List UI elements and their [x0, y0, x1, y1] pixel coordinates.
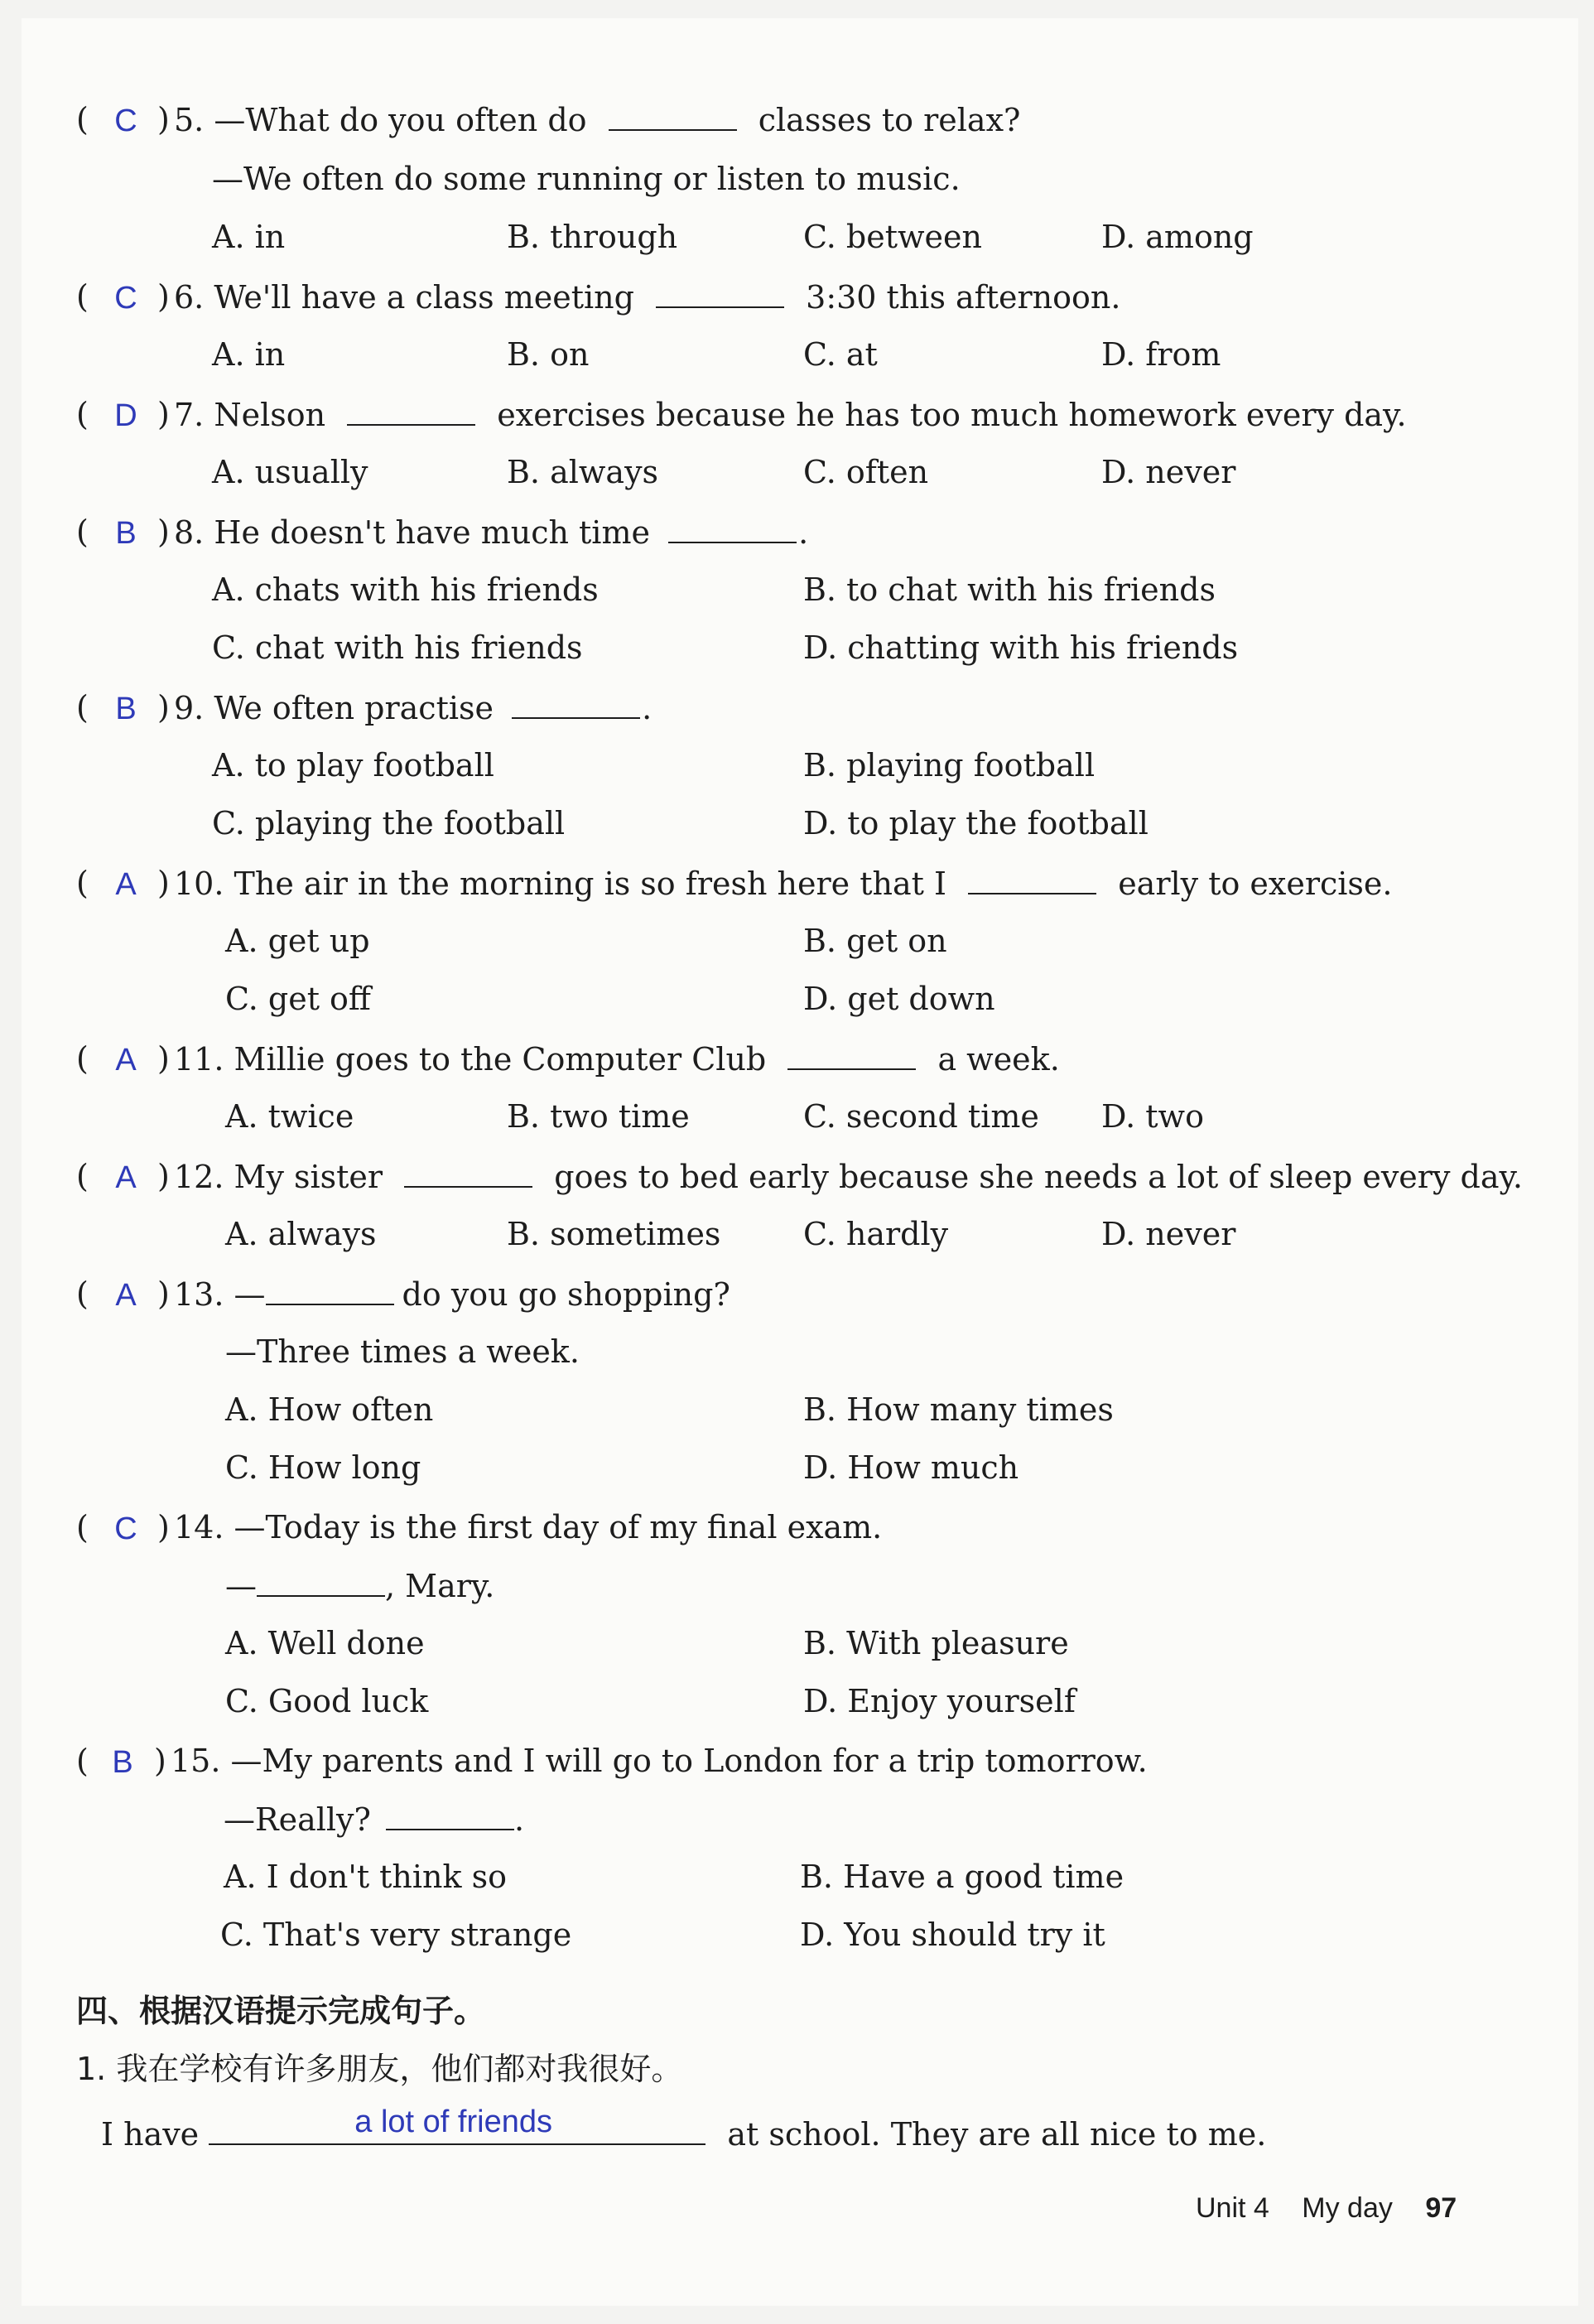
answer-blank — [609, 99, 737, 131]
answer-paren-close: ) — [157, 1275, 170, 1312]
stem-before: He doesn't have much time — [214, 514, 650, 551]
option-b: B. sometimes — [507, 1216, 721, 1252]
question-number: 8. — [174, 514, 205, 551]
question-line2 — [224, 1799, 524, 1839]
option-c: C. get off — [225, 981, 371, 1017]
option-c: C. chat with his friends — [212, 629, 583, 666]
stem-after: early to exercise. — [1118, 865, 1393, 902]
option-b: B. get on — [803, 923, 947, 959]
question-stem — [174, 277, 1120, 317]
option-d: D. among — [1101, 219, 1254, 255]
option-d: D. How much — [803, 1449, 1019, 1486]
option-c: C. That's very strange — [220, 1917, 572, 1953]
question-number: 10. — [174, 865, 224, 902]
answer-letter: A — [115, 1160, 137, 1195]
footer-title: My day — [1302, 2192, 1393, 2224]
option-a: A. How often — [225, 1391, 434, 1428]
option-d: D. from — [1101, 336, 1221, 373]
option-d: D. two — [1101, 1098, 1204, 1135]
answer-paren-open: ( — [76, 1275, 89, 1312]
answer-blank — [257, 1565, 385, 1597]
question-number: 5. — [174, 102, 205, 138]
page-footer — [1196, 2190, 1457, 2226]
question-number: 14. — [174, 1509, 224, 1545]
answer-paren-close: ) — [157, 513, 170, 550]
question-stem — [174, 394, 1407, 435]
stem-after: . — [798, 514, 809, 551]
option-d: D. get down — [803, 981, 995, 1017]
line2-after: , Mary. — [385, 1568, 495, 1604]
question-stem — [174, 1156, 1523, 1197]
question-stem — [174, 99, 1020, 140]
answer-blank — [787, 1039, 916, 1070]
question-stem — [174, 512, 808, 552]
option-a: A. in — [212, 336, 286, 373]
question-stem — [174, 1274, 730, 1314]
footer-unit: Unit 4 — [1196, 2192, 1269, 2224]
option-b: B. two time — [507, 1098, 690, 1135]
question-line2: —Three times a week. — [225, 1333, 580, 1370]
answer-paren-close: ) — [157, 689, 170, 726]
answer-paren-close: ) — [157, 1040, 170, 1077]
answer-letter: B — [115, 516, 137, 551]
question-line2 — [225, 1565, 494, 1606]
option-b: B. playing football — [803, 747, 1096, 784]
answer-paren-close: ) — [157, 1158, 170, 1194]
option-a: A. get up — [225, 923, 370, 959]
option-b: B. to chat with his friends — [803, 571, 1216, 608]
answer-paren-open: ( — [76, 1743, 89, 1779]
stem-after: a week. — [937, 1041, 1060, 1078]
answer-blank — [386, 1799, 514, 1830]
option-a: A. twice — [225, 1098, 354, 1135]
answer-blank — [347, 394, 475, 426]
line2-before: —Really? — [224, 1801, 371, 1838]
answer-paren-close: ) — [157, 101, 170, 137]
option-d: D. never — [1101, 454, 1236, 490]
option-a: A. in — [212, 219, 286, 255]
option-c: C. hardly — [803, 1216, 949, 1252]
sentence-before: I have — [101, 2116, 200, 2153]
stem-before: My sister — [234, 1159, 383, 1195]
option-c: C. often — [803, 454, 929, 490]
answer-paren-close: ) — [157, 396, 170, 432]
stem-before: —Today is the first day of my final exam. — [234, 1509, 883, 1545]
answer-paren-open: ( — [76, 513, 89, 550]
option-b: B. through — [507, 219, 678, 255]
option-b: B. Have a good time — [800, 1859, 1124, 1895]
option-b: B. always — [507, 454, 659, 490]
sentence-after: at school. They are all nice to me. — [727, 2116, 1267, 2153]
stem-after: exercises because he has too much homework every day. — [497, 397, 1407, 433]
page-number: 97 — [1425, 2192, 1457, 2224]
question-number: 6. — [174, 279, 205, 316]
question-number: 7. — [174, 397, 205, 433]
answer-blank — [668, 512, 797, 543]
option-a: A. to play football — [212, 747, 494, 784]
answer-paren-close: ) — [157, 1509, 170, 1545]
stem-before: The air in the morning is so fresh here that I — [234, 865, 946, 902]
answer-letter: D — [114, 398, 137, 433]
question-stem — [174, 687, 652, 728]
option-a: A. usually — [212, 454, 368, 490]
answer-letter: B — [112, 1745, 133, 1780]
question-number: 11. — [174, 1041, 224, 1078]
stem-before: —What do you often do — [214, 102, 587, 138]
answer-letter: A — [115, 867, 137, 902]
answer-paren-open: ( — [76, 1509, 89, 1545]
option-b: B. on — [507, 336, 590, 373]
answer-paren-open: ( — [76, 1158, 89, 1194]
option-b: B. With pleasure — [803, 1625, 1069, 1661]
question-stem — [174, 863, 1393, 904]
option-c: C. How long — [225, 1449, 421, 1486]
fill-blank — [209, 2105, 706, 2145]
stem-before: — — [234, 1276, 266, 1313]
option-d: D. Enjoy yourself — [803, 1683, 1076, 1719]
answer-blank — [404, 1156, 532, 1188]
answer-letter: A — [115, 1043, 137, 1078]
question-stem — [174, 1507, 882, 1547]
option-d: D. to play the football — [803, 805, 1149, 841]
section4-item1-chinese: 1. 我在学校有许多朋友，他们都对我很好。 — [76, 2051, 683, 2087]
question-line2: —We often do some running or listen to music. — [212, 161, 961, 197]
option-d: D. You should try it — [800, 1917, 1105, 1953]
question-number: 13. — [174, 1276, 224, 1313]
option-c: C. between — [803, 219, 982, 255]
answer-paren-open: ( — [76, 1040, 89, 1077]
answer-blank — [266, 1274, 394, 1305]
stem-before: We often practise — [214, 690, 494, 726]
answer-paren-close: ) — [157, 865, 170, 901]
question-number: 15. — [171, 1743, 221, 1779]
answer-paren-open: ( — [76, 865, 89, 901]
answer-paren-close: ) — [157, 278, 170, 315]
stem-before: We'll have a class meeting — [214, 279, 634, 316]
answer-paren-close: ) — [154, 1743, 166, 1779]
option-c: C. second time — [803, 1098, 1039, 1135]
handwritten-answer: a lot of friends — [354, 2105, 552, 2139]
line2-before: — — [225, 1568, 257, 1604]
answer-paren-open: ( — [76, 396, 89, 432]
option-a: A. always — [225, 1216, 377, 1252]
option-d: D. never — [1101, 1216, 1236, 1252]
stem-after: 3:30 this afternoon. — [806, 279, 1121, 316]
stem-after: do you go shopping? — [402, 1276, 730, 1313]
question-stem — [171, 1741, 1148, 1781]
option-c: C. Good luck — [225, 1683, 429, 1719]
stem-after: classes to relax? — [758, 102, 1021, 138]
option-a: A. I don't think so — [224, 1859, 508, 1895]
answer-letter: A — [115, 1278, 137, 1313]
answer-paren-open: ( — [76, 278, 89, 315]
answer-blank — [512, 687, 640, 719]
answer-letter: C — [114, 104, 137, 138]
option-b: B. How many times — [803, 1391, 1114, 1428]
question-stem — [174, 1039, 1060, 1079]
answer-letter: C — [114, 1512, 137, 1546]
section-heading: 四、根据汉语提示完成句子。 — [76, 1993, 486, 2029]
question-number: 12. — [174, 1159, 224, 1195]
stem-after: . — [642, 690, 653, 726]
answer-blank — [656, 277, 784, 308]
answer-letter: B — [115, 692, 137, 726]
option-c: C. playing the football — [212, 805, 566, 841]
stem-before: Millie goes to the Computer Club — [234, 1041, 767, 1078]
line2-after: . — [514, 1801, 525, 1838]
stem-before: Nelson — [214, 397, 326, 433]
section4-item1-sentence — [101, 2105, 1267, 2154]
option-a: A. Well done — [225, 1625, 425, 1661]
option-d: D. chatting with his friends — [803, 629, 1239, 666]
stem-after: goes to bed early because she needs a lot of sleep every day. — [554, 1159, 1523, 1195]
answer-blank — [968, 863, 1096, 894]
answer-letter: C — [114, 281, 137, 316]
option-c: C. at — [803, 336, 878, 373]
answer-paren-open: ( — [76, 101, 89, 137]
stem-before: —My parents and I will go to London for a trip tomorrow. — [230, 1743, 1148, 1779]
answer-paren-open: ( — [76, 689, 89, 726]
option-a: A. chats with his friends — [212, 571, 599, 608]
question-number: 9. — [174, 690, 205, 726]
